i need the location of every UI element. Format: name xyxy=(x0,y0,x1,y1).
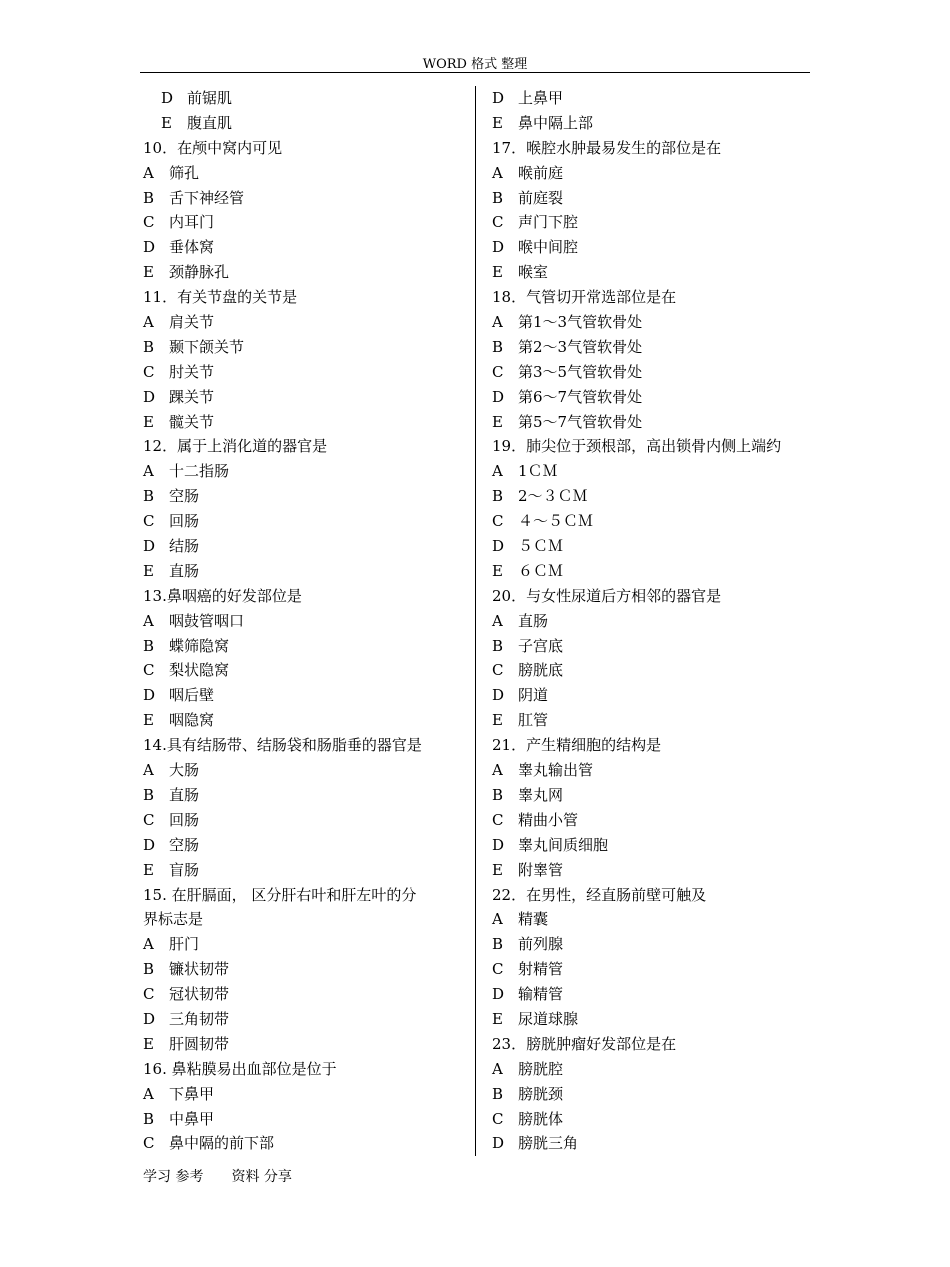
answer-option xyxy=(143,808,465,833)
answer-option xyxy=(143,708,465,733)
answer-option xyxy=(143,634,465,659)
option-letter: D xyxy=(492,89,505,107)
option-letter: C xyxy=(143,1134,155,1153)
answer-option xyxy=(492,111,810,136)
option-letter: D xyxy=(492,387,505,406)
answer-option xyxy=(492,310,810,335)
answer-option xyxy=(492,609,810,634)
option-text: 子宫底 xyxy=(518,636,564,655)
answer-option xyxy=(492,1007,810,1032)
answer-option xyxy=(143,932,465,957)
answer-option xyxy=(143,1131,465,1156)
option-letter: C xyxy=(492,810,504,829)
option-text: 阴道 xyxy=(518,686,549,705)
answer-option xyxy=(143,833,465,858)
option-text: 直肠 xyxy=(169,785,200,804)
option-text: 腹直肌 xyxy=(187,113,233,132)
answer-option xyxy=(143,982,465,1007)
option-text: 前庭裂 xyxy=(518,188,564,207)
option-letter: B xyxy=(492,337,504,356)
question-line xyxy=(492,136,810,161)
option-letter: B xyxy=(143,487,155,506)
answer-option xyxy=(492,410,810,435)
answer-option xyxy=(492,161,810,186)
option-text: 鼻中隔的前下部 xyxy=(169,1134,275,1153)
answer-option xyxy=(143,658,465,683)
answer-option xyxy=(492,385,810,410)
answer-option xyxy=(492,1107,810,1132)
answer-option xyxy=(492,833,810,858)
option-text: 精曲小管 xyxy=(518,810,579,829)
answer-option xyxy=(492,186,810,211)
question-text: 13.鼻咽癌的好发部位是 xyxy=(143,586,302,605)
option-text: 舌下神经管 xyxy=(169,188,245,207)
option-letter: B xyxy=(492,935,504,954)
option-letter: E xyxy=(143,263,154,282)
question-line xyxy=(492,1032,810,1057)
option-letter: B xyxy=(492,785,504,804)
answer-option xyxy=(143,683,465,708)
option-text: 声门下腔 xyxy=(518,213,579,232)
option-letter: E xyxy=(492,113,503,132)
option-letter: E xyxy=(143,412,154,431)
option-text: 睾丸间质细胞 xyxy=(518,835,609,854)
option-text: 肛管 xyxy=(518,711,549,730)
option-letter: A xyxy=(492,1059,503,1078)
option-text: 膀胱颈 xyxy=(518,1084,564,1103)
answer-option xyxy=(492,1082,810,1107)
option-text: 垂体窝 xyxy=(169,238,215,257)
option-text: 回肠 xyxy=(169,512,200,531)
answer-option xyxy=(143,858,465,883)
option-letter: D xyxy=(161,89,174,107)
option-text: 射精管 xyxy=(518,960,564,979)
option-text: 踝关节 xyxy=(169,387,215,406)
option-letter: A xyxy=(143,163,154,182)
option-letter: A xyxy=(143,935,154,954)
answer-option xyxy=(492,808,810,833)
option-text: 尿道球腺 xyxy=(518,1009,579,1028)
option-letter: A xyxy=(143,462,154,481)
answer-option xyxy=(492,235,810,260)
option-letter: A xyxy=(492,313,503,332)
option-text: 直肠 xyxy=(518,611,549,630)
option-letter: B xyxy=(143,636,155,655)
option-text: 前锯肌 xyxy=(187,89,233,107)
option-text: 十二指肠 xyxy=(169,462,230,481)
answer-option xyxy=(143,459,465,484)
option-letter: A xyxy=(143,313,154,332)
answer-option xyxy=(143,758,465,783)
answer-option xyxy=(143,559,465,584)
answer-option xyxy=(143,1107,465,1132)
option-letter: B xyxy=(492,487,504,506)
answer-option xyxy=(143,360,465,385)
answer-option xyxy=(492,86,810,111)
question-text: 界标志是 xyxy=(143,910,204,929)
answer-option xyxy=(492,957,810,982)
option-letter: C xyxy=(492,1109,504,1128)
option-text: 肘关节 xyxy=(169,362,215,381)
option-text: 肝圆韧带 xyxy=(169,1034,230,1053)
answer-option xyxy=(492,335,810,360)
page-footer: 学习 参考 资料 分享 xyxy=(143,1169,292,1185)
option-text: 睾丸网 xyxy=(518,785,564,804)
option-letter: A xyxy=(492,163,503,182)
option-letter: E xyxy=(143,711,154,730)
question-text: 22．在男性，经直肠前壁可触及 xyxy=(492,885,707,904)
option-letter: C xyxy=(143,810,155,829)
option-text: 膀胱体 xyxy=(518,1109,564,1128)
option-text: 髋关节 xyxy=(169,412,215,431)
answer-option xyxy=(143,235,465,260)
answer-option xyxy=(143,1082,465,1107)
option-text: 喉前庭 xyxy=(518,163,564,182)
option-letter: D xyxy=(492,686,505,705)
question-line xyxy=(143,136,465,161)
option-letter: C xyxy=(143,362,155,381)
column-divider xyxy=(475,86,476,1156)
option-text: 咽后壁 xyxy=(169,686,215,705)
question-line xyxy=(492,285,810,310)
answer-option xyxy=(492,932,810,957)
option-letter: D xyxy=(143,387,156,406)
option-text: 下鼻甲 xyxy=(169,1084,215,1103)
option-letter: A xyxy=(143,1084,154,1103)
option-letter: D xyxy=(143,537,156,556)
option-text: 大肠 xyxy=(169,761,200,780)
option-letter: C xyxy=(143,661,155,680)
option-letter: C xyxy=(143,985,155,1004)
option-letter: C xyxy=(492,960,504,979)
option-text: 冠状韧带 xyxy=(169,985,230,1004)
question-line xyxy=(143,1057,465,1082)
answer-option xyxy=(143,210,465,235)
option-text: 内耳门 xyxy=(169,213,215,232)
answer-option xyxy=(143,86,465,111)
option-letter: E xyxy=(143,561,154,580)
option-text: 回肠 xyxy=(169,810,200,829)
answer-option xyxy=(492,210,810,235)
question-text: 19．肺尖位于颈根部，高出锁骨内侧上端约 xyxy=(492,437,782,456)
option-letter: C xyxy=(492,213,504,232)
option-text: 喉室 xyxy=(518,263,549,282)
option-text: 膀胱三角 xyxy=(518,1134,579,1153)
option-text: 筛孔 xyxy=(169,163,200,182)
question-line xyxy=(143,733,465,758)
option-letter: B xyxy=(143,785,155,804)
question-line xyxy=(492,733,810,758)
answer-option xyxy=(492,907,810,932)
question-text: 14.具有结肠带、结肠袋和肠脂垂的器官是 xyxy=(143,736,422,755)
option-letter: E xyxy=(492,412,503,431)
answer-option xyxy=(492,1057,810,1082)
answer-option xyxy=(143,1007,465,1032)
option-letter: A xyxy=(492,611,503,630)
answer-option xyxy=(492,783,810,808)
option-letter: E xyxy=(492,1009,503,1028)
option-text: 上鼻甲 xyxy=(518,89,564,107)
answer-option xyxy=(492,459,810,484)
page-header: WORD 格式 整理 xyxy=(422,57,528,72)
option-letter: B xyxy=(492,1084,504,1103)
question-text: 16. 鼻粘膜易出血部位是位于 xyxy=(143,1059,337,1078)
option-text: 第1～3气管软骨处 xyxy=(518,313,643,332)
option-text: 中鼻甲 xyxy=(169,1109,215,1128)
option-text: 结肠 xyxy=(169,537,200,556)
option-text: 蝶筛隐窝 xyxy=(169,636,230,655)
option-letter: B xyxy=(143,188,155,207)
option-letter: E xyxy=(492,711,503,730)
option-letter: C xyxy=(492,362,504,381)
option-text: 颞下颌关节 xyxy=(169,337,245,356)
option-letter: E xyxy=(492,860,503,879)
option-text: 肝门 xyxy=(169,935,200,954)
option-text: 第3～5气管软骨处 xyxy=(518,362,643,381)
question-line xyxy=(143,907,465,932)
option-letter: A xyxy=(492,761,503,780)
option-text: 三角韧带 xyxy=(169,1009,230,1028)
option-text: ６ＣＭ xyxy=(518,561,564,580)
option-text: 第6～7气管软骨处 xyxy=(518,387,643,406)
question-text: 12．属于上消化道的器官是 xyxy=(143,437,328,456)
question-line xyxy=(492,434,810,459)
option-text: 前列腺 xyxy=(518,935,564,954)
answer-option xyxy=(492,634,810,659)
answer-option xyxy=(492,509,810,534)
option-letter: B xyxy=(492,636,504,655)
question-line xyxy=(143,584,465,609)
option-text: 空肠 xyxy=(169,835,200,854)
option-text: 膀胱腔 xyxy=(518,1059,564,1078)
answer-option xyxy=(143,186,465,211)
option-text: 空肠 xyxy=(169,487,200,506)
question-line xyxy=(143,285,465,310)
question-text: 20．与女性尿道后方相邻的器官是 xyxy=(492,586,722,605)
option-text: 镰状韧带 xyxy=(169,960,230,979)
option-letter: D xyxy=(143,686,156,705)
question-line xyxy=(492,883,810,908)
option-letter: D xyxy=(492,985,505,1004)
option-letter: B xyxy=(143,1109,155,1128)
option-text: 鼻中隔上部 xyxy=(518,113,594,132)
option-text: 膀胱底 xyxy=(518,661,564,680)
question-text: 23．膀胱肿瘤好发部位是在 xyxy=(492,1034,677,1053)
option-text: 睾丸输出管 xyxy=(518,761,594,780)
option-letter: E xyxy=(492,561,503,580)
option-text: 梨状隐窝 xyxy=(169,661,230,680)
question-text: 18．气管切开常选部位是在 xyxy=(492,288,677,307)
question-line xyxy=(143,883,465,908)
answer-option xyxy=(492,260,810,285)
option-letter: D xyxy=(143,238,156,257)
left-column xyxy=(143,86,465,1156)
option-letter: D xyxy=(492,238,505,257)
right-column xyxy=(492,86,810,1156)
answer-option xyxy=(143,609,465,634)
option-letter: D xyxy=(492,835,505,854)
answer-option xyxy=(143,260,465,285)
option-text: ５ＣＭ xyxy=(518,537,564,556)
option-letter: A xyxy=(492,462,503,481)
answer-option xyxy=(492,758,810,783)
option-letter: A xyxy=(143,611,154,630)
option-text: 咽鼓管咽口 xyxy=(169,611,245,630)
answer-option xyxy=(143,957,465,982)
option-text: 喉中间腔 xyxy=(518,238,579,257)
option-text: 肩关节 xyxy=(169,313,215,332)
answer-option xyxy=(143,410,465,435)
option-letter: D xyxy=(492,537,505,556)
answer-option xyxy=(143,111,465,136)
answer-option xyxy=(143,385,465,410)
answer-option xyxy=(492,1131,810,1156)
option-letter: E xyxy=(161,113,172,132)
option-text: 2～３ＣＭ xyxy=(518,487,588,506)
answer-option xyxy=(492,982,810,1007)
answer-option xyxy=(492,858,810,883)
option-text: 第5～7气管软骨处 xyxy=(518,412,643,431)
option-letter: D xyxy=(492,1134,505,1153)
option-letter: E xyxy=(492,263,503,282)
answer-option xyxy=(492,360,810,385)
question-text: 11．有关节盘的关节是 xyxy=(143,288,298,307)
option-letter: A xyxy=(143,761,154,780)
answer-option xyxy=(143,1032,465,1057)
answer-option xyxy=(143,783,465,808)
option-text: ４～５ＣＭ xyxy=(518,512,594,531)
option-text: 咽隐窝 xyxy=(169,711,215,730)
question-text: 10．在颅中窝内可见 xyxy=(143,138,283,157)
option-letter: B xyxy=(143,960,155,979)
option-letter: D xyxy=(143,835,156,854)
option-text: 精囊 xyxy=(518,910,549,929)
option-letter: C xyxy=(143,213,155,232)
answer-option xyxy=(492,484,810,509)
answer-option xyxy=(143,534,465,559)
option-letter: C xyxy=(492,512,504,531)
option-letter: E xyxy=(143,1034,154,1053)
answer-option xyxy=(492,708,810,733)
answer-option xyxy=(492,658,810,683)
answer-option xyxy=(143,161,465,186)
option-letter: E xyxy=(143,860,154,879)
answer-option xyxy=(143,335,465,360)
answer-option xyxy=(492,534,810,559)
header-rule xyxy=(140,72,810,73)
answer-option xyxy=(143,484,465,509)
option-text: 盲肠 xyxy=(169,860,200,879)
question-text: 15. 在肝膈面， 区分肝右叶和肝左叶的分 xyxy=(143,885,417,904)
option-letter: C xyxy=(143,512,155,531)
option-text: 颈静脉孔 xyxy=(169,263,230,282)
answer-option xyxy=(143,310,465,335)
option-letter: C xyxy=(492,661,504,680)
option-text: 1ＣＭ xyxy=(518,462,558,481)
option-text: 第2～3气管软骨处 xyxy=(518,337,643,356)
option-text: 输精管 xyxy=(518,985,564,1004)
option-text: 直肠 xyxy=(169,561,200,580)
question-line xyxy=(143,434,465,459)
option-letter: A xyxy=(492,910,503,929)
question-text: 21．产生精细胞的结构是 xyxy=(492,736,662,755)
question-text: 17．喉腔水肿最易发生的部位是在 xyxy=(492,138,722,157)
question-line xyxy=(492,584,810,609)
option-letter: B xyxy=(492,188,504,207)
answer-option xyxy=(492,683,810,708)
option-text: 附睾管 xyxy=(518,860,564,879)
option-letter: B xyxy=(143,337,155,356)
answer-option xyxy=(143,509,465,534)
option-letter: D xyxy=(143,1009,156,1028)
answer-option xyxy=(492,559,810,584)
